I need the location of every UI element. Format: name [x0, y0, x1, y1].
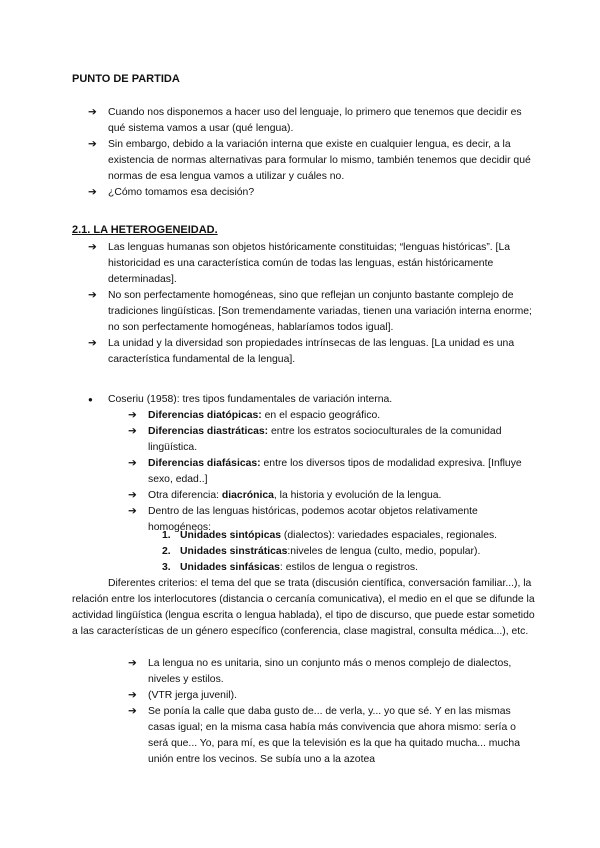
list-item-text [148, 488, 536, 504]
arrow-icon: ➔ [128, 490, 137, 501]
list-item-text: Cuando nos disponemos a hacer uso del lenguaje, lo primero que tenemos que decidir es qué sistema vamos a usar (qué lengua). [108, 107, 522, 134]
list-item-text: Dentro de las lenguas históricas, podemos acotar objetos relativamente homogéneos: [148, 506, 478, 533]
list-item-text: Sin embargo, debido a la variación interna que existe en cualquier lengua, es decir, a la existencia de normas alternativas para formular lo mismo, también tenemos que decidir qué normas de esa lengua vamos a utilizar y cuáles no. [108, 139, 531, 182]
list-item [88, 185, 536, 201]
otra-pre: Otra diferencia: [148, 490, 222, 501]
list-item [128, 488, 536, 504]
final-list [128, 656, 536, 768]
arrow-icon: ➔ [128, 410, 137, 421]
term: Unidades sintópicas [180, 530, 282, 541]
arrow-icon: ➔ [128, 690, 137, 701]
arrow-icon: ➔ [88, 338, 97, 349]
list-item-text: ¿Cómo tomamos esa decisión? [108, 187, 255, 198]
arrow-icon: ➔ [88, 290, 97, 301]
tipos-list [128, 408, 536, 536]
list-item [128, 688, 536, 704]
list-item [88, 392, 536, 408]
intro-list [88, 105, 536, 201]
numbered-item [162, 528, 536, 544]
list-item-text [180, 544, 536, 560]
list-item [128, 704, 536, 768]
definition: :niveles de lengua (culto, medio, popular). [287, 546, 481, 557]
otra-post: , la historia y evolución de la lengua. [273, 490, 442, 501]
section-heading: 2.1. LA HETEROGENEIDAD. [72, 224, 218, 236]
arrow-icon: ➔ [88, 242, 97, 253]
list-item [128, 408, 536, 424]
definition: : estilos de lengua o registros. [279, 562, 418, 573]
criterios-paragraph: Diferentes criterios: el tema del que se trata (discusión científica, conversación familiar...), la relación entre los interlocutores (distancia o cercanía comunicativa), el medio en el que se difunde la actividad lingüística (lengua escrita o lengua hablada), el tipo de discurso, que puede estar sometido a las características de un género específico (conferencia, clase magistral, consulta médica...), etc. [72, 578, 535, 637]
list-item-text: (VTR jerga juvenil). [148, 690, 237, 701]
term: diacrónica [221, 490, 274, 501]
unidades-list [162, 528, 536, 576]
arrow-icon: ➔ [88, 187, 97, 198]
numbered-item [162, 544, 536, 560]
coseriu-item [88, 392, 536, 408]
list-item-text: Las lenguas humanas son objetos históricamente constituidas; “lenguas históricas”. [La historicidad es una característica común de todas las lenguas, están históricamente determinadas]. [108, 242, 510, 285]
definition: en el espacio geográfico. [261, 410, 381, 421]
definition: entre los diversos tipos de modalidad expresiva. [Influye sexo, edad..] [148, 458, 522, 485]
arrow-icon: ➔ [128, 506, 137, 517]
page-title: PUNTO DE PARTIDA [72, 73, 180, 85]
arrow-icon: ➔ [128, 426, 137, 437]
list-item-text [148, 408, 536, 424]
definition: (dialectos): variedades espaciales, regionales. [281, 530, 498, 541]
item-number: 1. [162, 530, 171, 541]
list-item [88, 240, 536, 288]
list-item-text [180, 560, 536, 576]
section-list [88, 240, 536, 368]
arrow-icon: ➔ [88, 139, 97, 150]
list-item [128, 424, 536, 456]
arrow-icon: ➔ [128, 458, 137, 469]
list-item [128, 656, 536, 688]
arrow-icon: ➔ [128, 706, 137, 717]
term: Unidades sinfásicas [180, 562, 280, 573]
definition: entre los estratos socioculturales de la comunidad lingüística. [148, 426, 502, 453]
list-item [88, 137, 536, 185]
bullet-icon: ● [88, 395, 93, 404]
list-item [88, 105, 536, 137]
list-item-text: Coseriu (1958): tres tipos fundamentales de variación interna. [108, 394, 393, 405]
numbered-item [162, 560, 536, 576]
list-item-text: La lengua no es unitaria, sino un conjunto más o menos complejo de dialectos, niveles y estilos. [148, 658, 512, 685]
list-item [88, 288, 536, 336]
list-item-text: La unidad y la diversidad son propiedades intrínsecas de las lenguas. [La unidad es una característica fundamental de la lengua]. [108, 338, 515, 365]
list-item-text [180, 528, 536, 544]
term: Diferencias diafásicas: [148, 458, 261, 469]
list-item [128, 456, 536, 488]
arrow-icon: ➔ [88, 107, 97, 118]
arrow-icon: ➔ [128, 658, 137, 669]
item-number: 3. [162, 562, 171, 573]
term: Diferencias diatópicas: [148, 410, 262, 421]
term: Unidades sinstráticas [180, 546, 288, 557]
list-item-text [148, 424, 536, 456]
list-item-text: No son perfectamente homogéneas, sino que reflejan un conjunto bastante complejo de tradiciones lingüísticas. [Son tremendamente variadas, tienen una variación interna enorme; no son perfectamente homogéneas, hablaríamos todos igual]. [108, 290, 532, 333]
list-item [88, 336, 536, 368]
list-item-text: Se ponía la calle que daba gusto de... de verla, y... yo que sé. Y en las mismas casas igual; en la misma casa había más convivencia que ahora mismo: sería o será que... Yo, para mí, es que la televisión es la que ha quitado mucha... mucha unión entre los vecinos. Se subía uno a la azotea [148, 706, 520, 765]
list-item-text [148, 456, 536, 488]
item-number: 2. [162, 546, 171, 557]
term: Diferencias diastráticas: [148, 426, 269, 437]
